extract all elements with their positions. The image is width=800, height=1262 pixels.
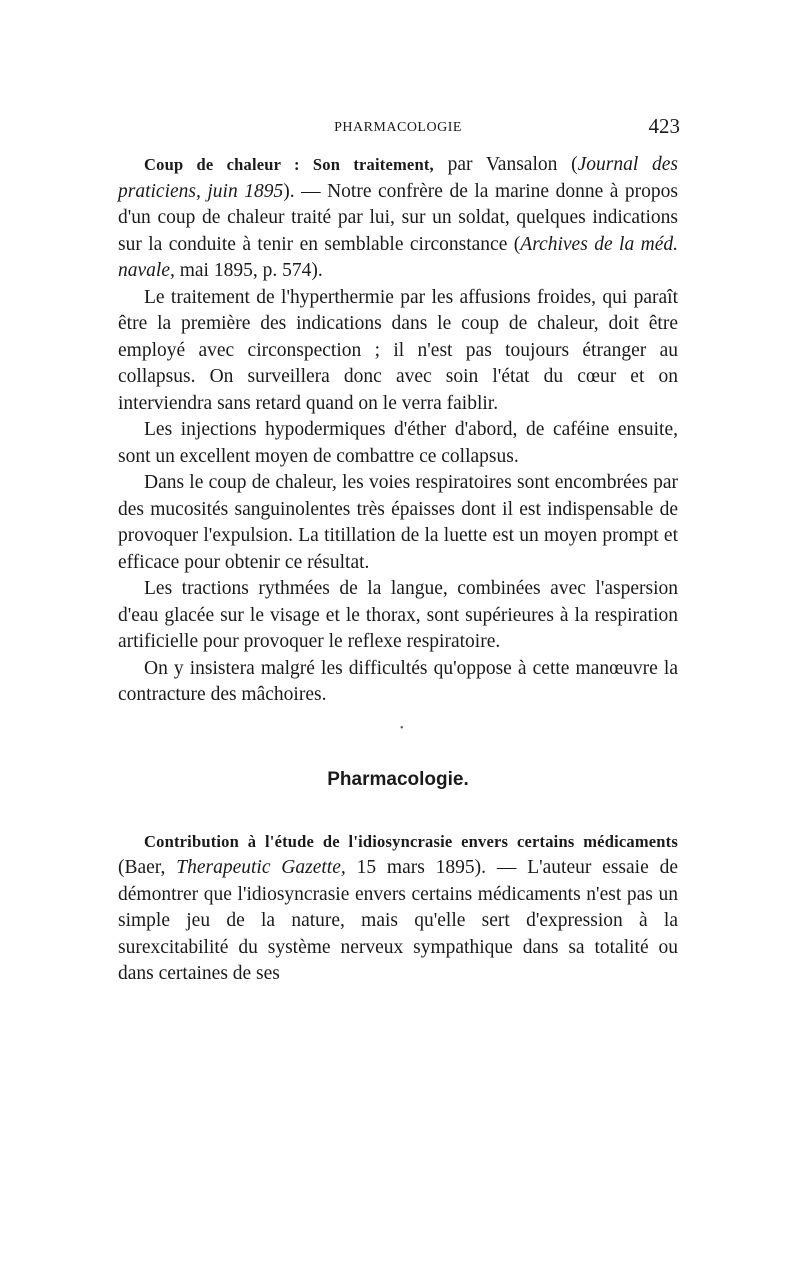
article-intro-text: 15 mars 1895). — L'auteur essaie de démontrer que l'idiosyncrasie envers certains médicaments n'est pas un simple jeu de la nature, mais qu'elle sert d'expression à la surexcitabilité du système nerveux sympathique dans sa totalité ou dans certaines de ses [118, 857, 678, 984]
journal-citation: Journal des praticiens, juin 1895 [118, 154, 679, 202]
running-title: PHARMACOLOGIE [334, 120, 462, 135]
section-title: Pharmacologie. [327, 768, 469, 790]
paragraph: Les injections hypodermiques d'éther d'abord, de caféine ensuite, sont un excellent moyen de combattre ce collapsus. [118, 419, 678, 467]
page [118, 112, 678, 988]
article-idiosyncrasy-intro [118, 829, 678, 988]
page-number: 423 [648, 114, 680, 138]
paragraph: Le traitement de l'hyperthermie par les affusions froides, qui paraît être la première des indications dans le coup de chaleur, doit être employé avec circonspection ; il n'est pas toujours étranger au collapsus. On surveillera donc avec soin l'état du cœur et on interviendra sans retard quand on le verra faiblir. [118, 286, 678, 414]
paragraph: Dans le coup de chaleur, les voies respiratoires sont encombrées par des mucosités sanguinolentes très épaisses dont il est indispensable de provoquer l'expulsion. La titillation de la luette est un moyen prompt et efficace pour obtenir ce résultat. [118, 472, 678, 573]
article-intro-text: ). — Notre confrère de la marine donne à propos d'un coup de chaleur traité par lui, sur un soldat, quelques indications sur la conduite à tenir en semblable circonstance ( [118, 180, 678, 255]
article-heat-stroke-intro [118, 152, 678, 285]
separator [118, 709, 678, 734]
citation-end: mai 1895, p. 574). [174, 260, 323, 281]
paragraph: On y insistera malgré les difficultés qu'oppose à cette manœuvre la contracture des mâchoires. [118, 657, 678, 705]
article-heading: Coup de chaleur : Son traitement, [144, 155, 434, 174]
article-idiosyncrasy [118, 829, 678, 988]
separator-dot: • [400, 722, 404, 734]
running-head [118, 112, 678, 142]
journal-citation: Therapeutic Gazette, [176, 857, 346, 878]
article-heat-stroke [118, 152, 678, 709]
archives-citation: Archives de la méd. navale, [118, 233, 679, 281]
paragraph: Les tractions rythmées de la langue, combinées avec l'aspersion d'eau glacée sur le visage et le thorax, sont supérieures à la respiration artificielle pour provoquer le reflexe respiratoire. [118, 578, 678, 652]
article-heading: Contribution à l'étude de l'idiosyncrasie envers certains médicaments [144, 831, 678, 851]
article-author: (Baer, [118, 857, 177, 878]
article-author: par Vansalon ( [433, 154, 578, 175]
